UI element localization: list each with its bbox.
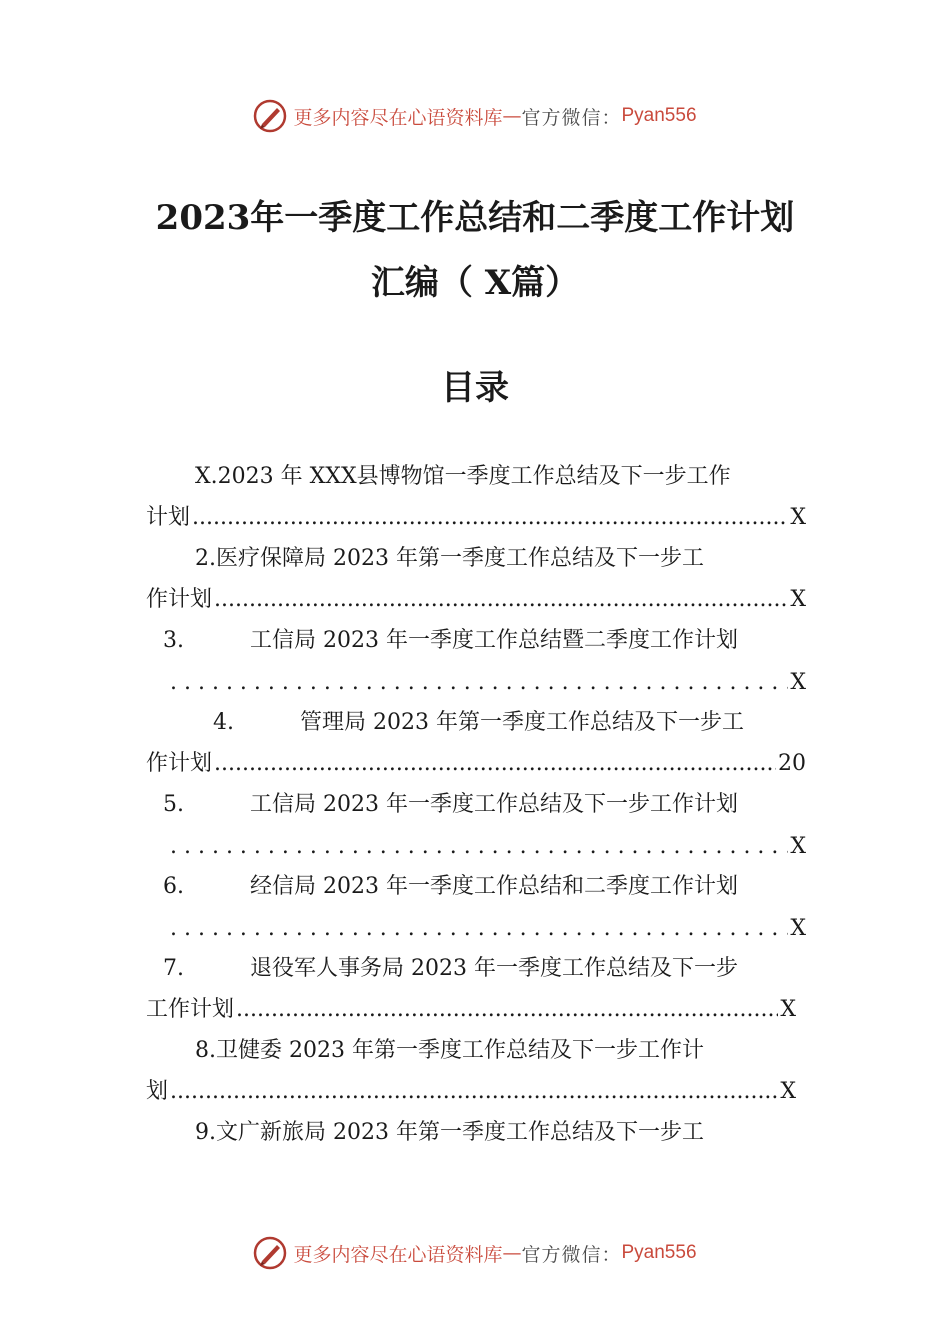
- toc-page-number: X: [780, 997, 796, 1022]
- toc-entry-8-line-1[interactable]: 8.卫健委 2023 年第一季度工作总结及下一步工作计: [195, 1038, 704, 1063]
- toc-entry-text: 作计划: [146, 587, 213, 612]
- watermark-dash: —: [502, 1242, 522, 1264]
- watermark-dash: —: [502, 105, 522, 127]
- document-title-line-2: 汇编（ X篇）: [370, 263, 580, 303]
- watermark-wechat-id: Pyan556: [621, 105, 697, 126]
- toc-page-number: X: [790, 505, 806, 530]
- toc-page-number: 20: [778, 751, 806, 776]
- toc-page-number: X: [780, 1079, 796, 1104]
- leader-dots: [170, 914, 788, 944]
- toc-entry-9-line-1[interactable]: 9.文广新旅局 2023 年第一季度工作总结及下一步工: [195, 1120, 704, 1145]
- toc-entry-2-line-2[interactable]: [146, 585, 806, 615]
- toc-entry-3-number: 3.: [163, 628, 184, 653]
- toc-page-number: X: [790, 834, 806, 859]
- toc-entry-7-text[interactable]: 退役军人事务局 2023 年一季度工作总结及下一步: [250, 956, 738, 981]
- toc-page-number: X: [790, 587, 806, 612]
- toc-entry-6-text[interactable]: 经信局 2023 年一季度工作总结和二季度工作计划: [250, 874, 738, 899]
- watermark-footer: [0, 1233, 950, 1273]
- pen-logo-icon: [253, 1236, 287, 1270]
- toc-entry-4-text[interactable]: 管理局 2023 年第一季度工作总结及下一步工: [300, 710, 744, 735]
- leader-dots: [170, 668, 788, 698]
- watermark-official-label: 官方微信：: [521, 1243, 622, 1266]
- watermark-text: 更多内容尽在心语资料库: [293, 1243, 503, 1266]
- pen-logo-icon: [253, 99, 287, 133]
- toc-entry-text: 划: [146, 1079, 169, 1104]
- toc-entry-6-leader[interactable]: [168, 914, 806, 944]
- toc-entry-5-leader[interactable]: [168, 832, 806, 862]
- toc-entry-text: 工作计划: [146, 997, 235, 1022]
- toc-entry-1-line-2[interactable]: [146, 503, 806, 533]
- watermark-wechat-id: Pyan556: [621, 1242, 697, 1263]
- leader-dots: [192, 503, 788, 533]
- toc-entry-7-number: 7.: [163, 956, 184, 981]
- watermark-header: [0, 96, 950, 136]
- toc-entry-3-text[interactable]: 工信局 2023 年一季度工作总结暨二季度工作计划: [250, 628, 738, 653]
- document-title-line-1: 2023年一季度工作总结和二季度工作计划: [155, 198, 795, 238]
- leader-dots: [236, 995, 778, 1025]
- toc-entry-7-line-2[interactable]: [146, 995, 796, 1025]
- watermark-official-label: 官方微信：: [521, 106, 622, 129]
- toc-entry-5-text[interactable]: 工信局 2023 年一季度工作总结及下一步工作计划: [250, 792, 738, 817]
- toc-entry-1-line-1[interactable]: X.2023 年 XXX县博物馆一季度工作总结及下一步工作: [195, 464, 731, 489]
- toc-entry-6-number: 6.: [163, 874, 184, 899]
- toc-page-number: X: [790, 916, 806, 941]
- toc-entry-text: 作计划: [146, 751, 213, 776]
- leader-dots: [214, 585, 788, 615]
- toc-entry-text: 计划: [146, 505, 191, 530]
- toc-entry-5-number: 5.: [163, 792, 184, 817]
- toc-entry-4-line-2[interactable]: [146, 749, 806, 779]
- leader-dots: [170, 832, 788, 862]
- toc-entry-2-line-1[interactable]: 2.医疗保障局 2023 年第一季度工作总结及下一步工: [195, 546, 704, 571]
- toc-entry-3-leader[interactable]: [168, 668, 806, 698]
- watermark-text: 更多内容尽在心语资料库: [293, 106, 503, 129]
- toc-entry-4-number: 4.: [213, 710, 234, 735]
- leader-dots: [214, 749, 776, 779]
- leader-dots: [170, 1077, 778, 1107]
- toc-heading: 目录: [441, 368, 509, 408]
- toc-entry-8-line-2[interactable]: [146, 1077, 796, 1107]
- toc-page-number: X: [790, 670, 806, 695]
